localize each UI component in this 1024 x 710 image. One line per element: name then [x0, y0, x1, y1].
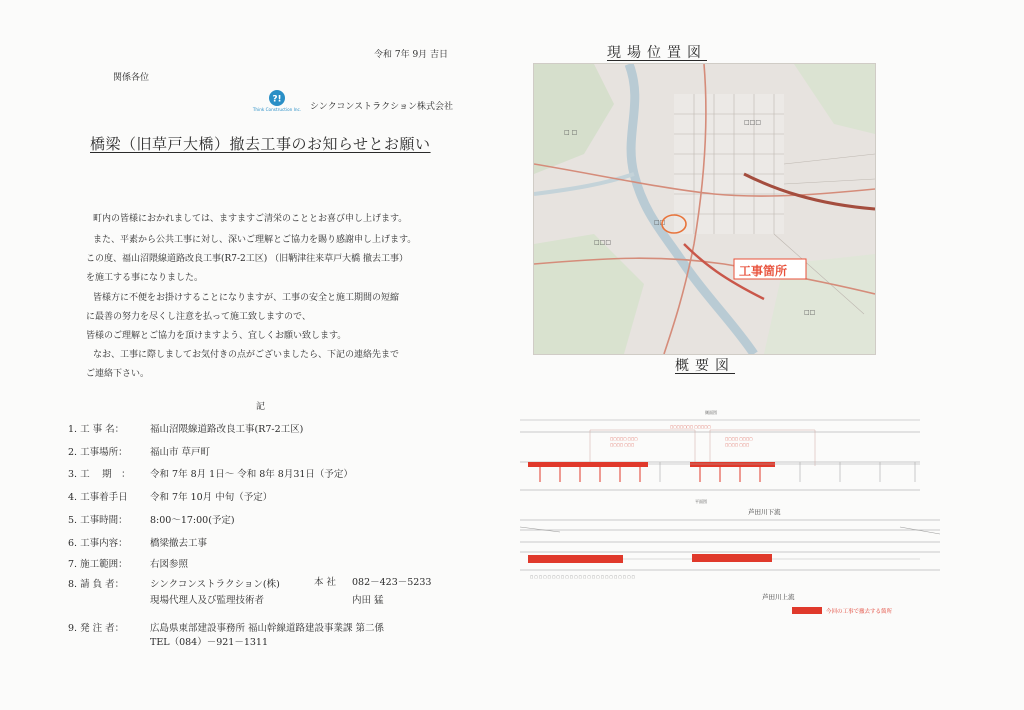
map-title: 現場位置図	[607, 45, 707, 61]
diagram-title: 概要図	[675, 358, 735, 374]
contractor-row	[68, 576, 280, 590]
body-line: 皆様方に不便をお掛けすることになりますが、工事の安全と施工期間の短縮	[93, 293, 400, 303]
body-line: 町内の皆様におかれましては、ますますご清栄のこととお喜び申し上げます。	[93, 214, 408, 224]
office-label: 本 社	[314, 577, 337, 588]
legend-swatch	[792, 607, 822, 614]
svg-text:□□□□□□□ □□□□□: □□□□□□□ □□□□□	[670, 425, 711, 429]
body-line: に最善の努力を尽くし注意を払って施工致しますので、	[86, 312, 311, 322]
item-value: 橋梁撤去工事	[150, 538, 208, 549]
body-line: ご連絡下さい。	[86, 369, 150, 379]
item-label: 6. 工事内容：	[68, 538, 128, 549]
contractor-name: シンクコンストラクション(株)	[150, 579, 280, 590]
item-value: 福山市 草戸町	[150, 447, 211, 458]
item-value: 8:00～17:00(予定)	[150, 515, 235, 526]
item-row	[68, 512, 235, 526]
orderer-name: 広島県東部建設事務所 福山幹線道路建設事業課 第二係	[150, 623, 385, 634]
map-image	[534, 64, 875, 354]
company-name: シンクコンストラクション株式会社	[310, 102, 453, 112]
svg-text:□□: □□	[804, 309, 816, 316]
contractor-label: 8. 請 負 者：	[68, 579, 125, 590]
item-row	[68, 556, 188, 570]
diagram-image	[520, 402, 940, 632]
notice-date: 令和 7年 9月 吉日	[374, 50, 449, 60]
company-logo	[251, 89, 303, 113]
plan-view-label: 平面図	[695, 499, 707, 504]
item-row	[68, 489, 272, 503]
logo-text: Think Construction Inc.	[252, 107, 302, 112]
notice-title: 橋梁（旧草戸大橋）撤去工事のお知らせとお願い	[90, 135, 431, 153]
item-label: 5. 工事時間：	[68, 515, 128, 526]
item-value: 右図参照	[150, 559, 189, 570]
svg-text:□□: □□	[654, 219, 666, 226]
recipients: 関係各位	[113, 73, 150, 83]
item-label: 3. 工 期 ：	[68, 469, 131, 480]
body-line: 皆様のご理解とご協力を頂けますよう、宜しくお願い致します。	[86, 331, 347, 341]
item-row	[68, 444, 210, 458]
item-label: 1. 工 事 名：	[68, 424, 125, 435]
svg-text:□□□□ □□□□: □□□□ □□□□	[725, 437, 753, 441]
contractor-phone: 082－423－5233	[352, 577, 432, 588]
orderer-label: 9. 発 注 者：	[68, 623, 125, 634]
contractor-person: 内田 猛	[352, 595, 384, 606]
item-label: 4. 工事着手日	[68, 492, 128, 503]
logo-icon	[251, 89, 303, 113]
location-map	[533, 63, 876, 355]
svg-text:□ □: □ □	[564, 129, 578, 136]
svg-text:□□□□ □□□: □□□□ □□□	[610, 443, 635, 447]
overview-diagram	[520, 402, 940, 632]
legend-label: 今回の工事で撤去する箇所	[826, 609, 893, 615]
orderer-row	[68, 620, 384, 634]
body-line: この度、福山沼隈線道路改良工事(R7-2工区) （旧鞆津往来草戸大橋 撤去工事）	[86, 254, 409, 264]
svg-text:□ □ □ □ □ □ □ □ □ □ □ □ □ □ □: □ □ □ □ □ □ □ □ □ □ □ □ □ □ □ □ □ □ □ □ □ □ □ □	[530, 575, 635, 579]
svg-text:□□□□□ □□□: □□□□□ □□□	[610, 437, 638, 441]
upstream-label: 芦田川上流	[762, 593, 795, 601]
item-row	[68, 535, 207, 549]
svg-text:?!: ?!	[272, 94, 282, 105]
body-line: また、平素から公共工事に対し、深いご理解とご協力を賜り感謝申し上げます。	[93, 235, 417, 245]
svg-text:□□□: □□□	[744, 119, 762, 126]
item-value: 令和 7年 10月 中旬（予定）	[150, 492, 273, 503]
item-value: 福山沼隈線道路改良工事(R7-2工区)	[150, 424, 304, 435]
body-line: なお、工事に際しましてお気付きの点がございましたら、下記の連絡先まで	[93, 350, 400, 360]
item-label: 7. 施工範囲：	[68, 559, 128, 570]
item-row	[68, 421, 303, 435]
downstream-label: 芦田川下流	[748, 508, 781, 516]
body-line: を施工する事になりました。	[86, 273, 204, 283]
svg-text:□□□: □□□	[594, 239, 612, 246]
item-label: 2. 工事場所：	[68, 447, 128, 458]
ki-label: 記	[256, 402, 266, 412]
side-view-label: 側面図	[705, 410, 717, 415]
contractor-role: 現場代理人及び監理技術者	[150, 595, 265, 606]
site-callout: 工事箇所	[739, 264, 788, 278]
item-value: 令和 7年 8月 1日～ 令和 8年 8月31日（予定）	[150, 469, 353, 480]
orderer-tel: TEL（084）－921－1311	[150, 637, 269, 648]
item-row	[68, 466, 353, 480]
svg-text:□□□□ □□□: □□□□ □□□	[725, 443, 750, 447]
